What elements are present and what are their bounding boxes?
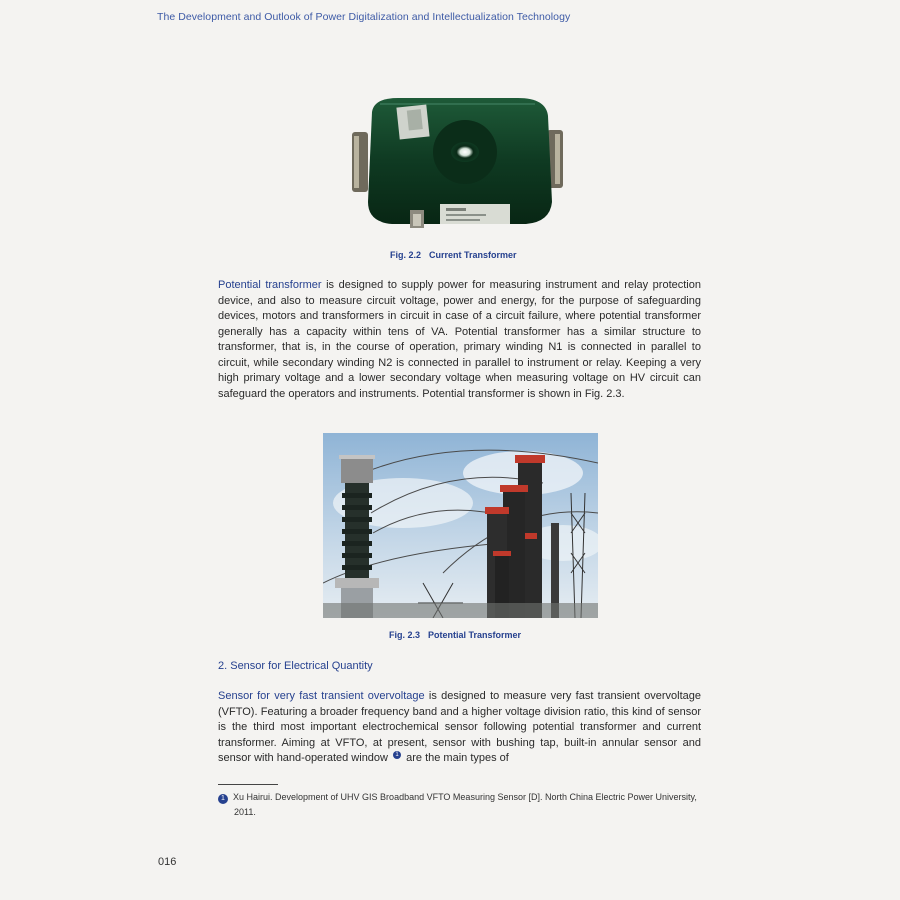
footnote-text: Xu Hairui. Development of UHV GIS Broadband VFTO Measuring Sensor [D]. North China Electric Power University, 2011. [233,792,697,817]
section-heading: 2. Sensor for Electrical Quantity [218,660,373,672]
paragraph-text: is designed to supply power for measuring instrument and relay protection device, and also to measure circuit voltage, power and energy, for the purpose of safeguarding devices, motors and transformers in circuit in case of a circuit failure, where potential transformer generally has a capacity within tens of VA. Potential transformer has a similar structure to transformer, that is, in the course of operation, primary winding N1 is connected in parallel to circuit, while secondary winding N2 is connected in parallel to instrument or relay. Keeping a very high primary voltage and a lower secondary voltage when measuring voltage on HV circuit can safeguard the operators and instruments. Potential transformer is shown in Fig. 2.3. [218,279,701,400]
paragraph-potential-transformer [218,278,701,402]
paragraph-vfto-sensor [218,689,701,767]
figure-title: Current Transformer [429,250,517,260]
figure-caption [389,630,521,640]
footnote-divider [218,784,278,785]
figure-title: Potential Transformer [428,630,522,640]
footnote [218,790,708,820]
figure-caption [390,250,517,260]
running-title: The Development and Outlook of Power Digitalization and Intellectualization Technology [157,11,571,23]
term-potential-transformer: Potential transformer [218,279,322,291]
term-vfto-sensor: Sensor for very fast transient overvoltage [218,690,425,702]
figure-number: Fig. 2.3 [389,630,421,640]
paragraph-text-continued: are the main types of [403,752,509,764]
figure-number: Fig. 2.2 [390,250,422,260]
page-number: 016 [158,856,177,868]
footnote-marker: 1 [218,794,228,804]
current-transformer-image [350,92,565,232]
potential-transformer-image [323,433,598,618]
footnote-reference[interactable]: 1 [393,751,401,759]
paragraph-text: is designed to measure very fast transient overvoltage (VFTO). Featuring a broader frequency band and a higher voltage division ratio, this kind of sensor is the third most important electrochemical sensor following potential transformer and current transformer. Aiming at VFTO, at present, sensor with bushing tap, built-in annular sensor and sensor with hand-operated window [218,690,701,764]
